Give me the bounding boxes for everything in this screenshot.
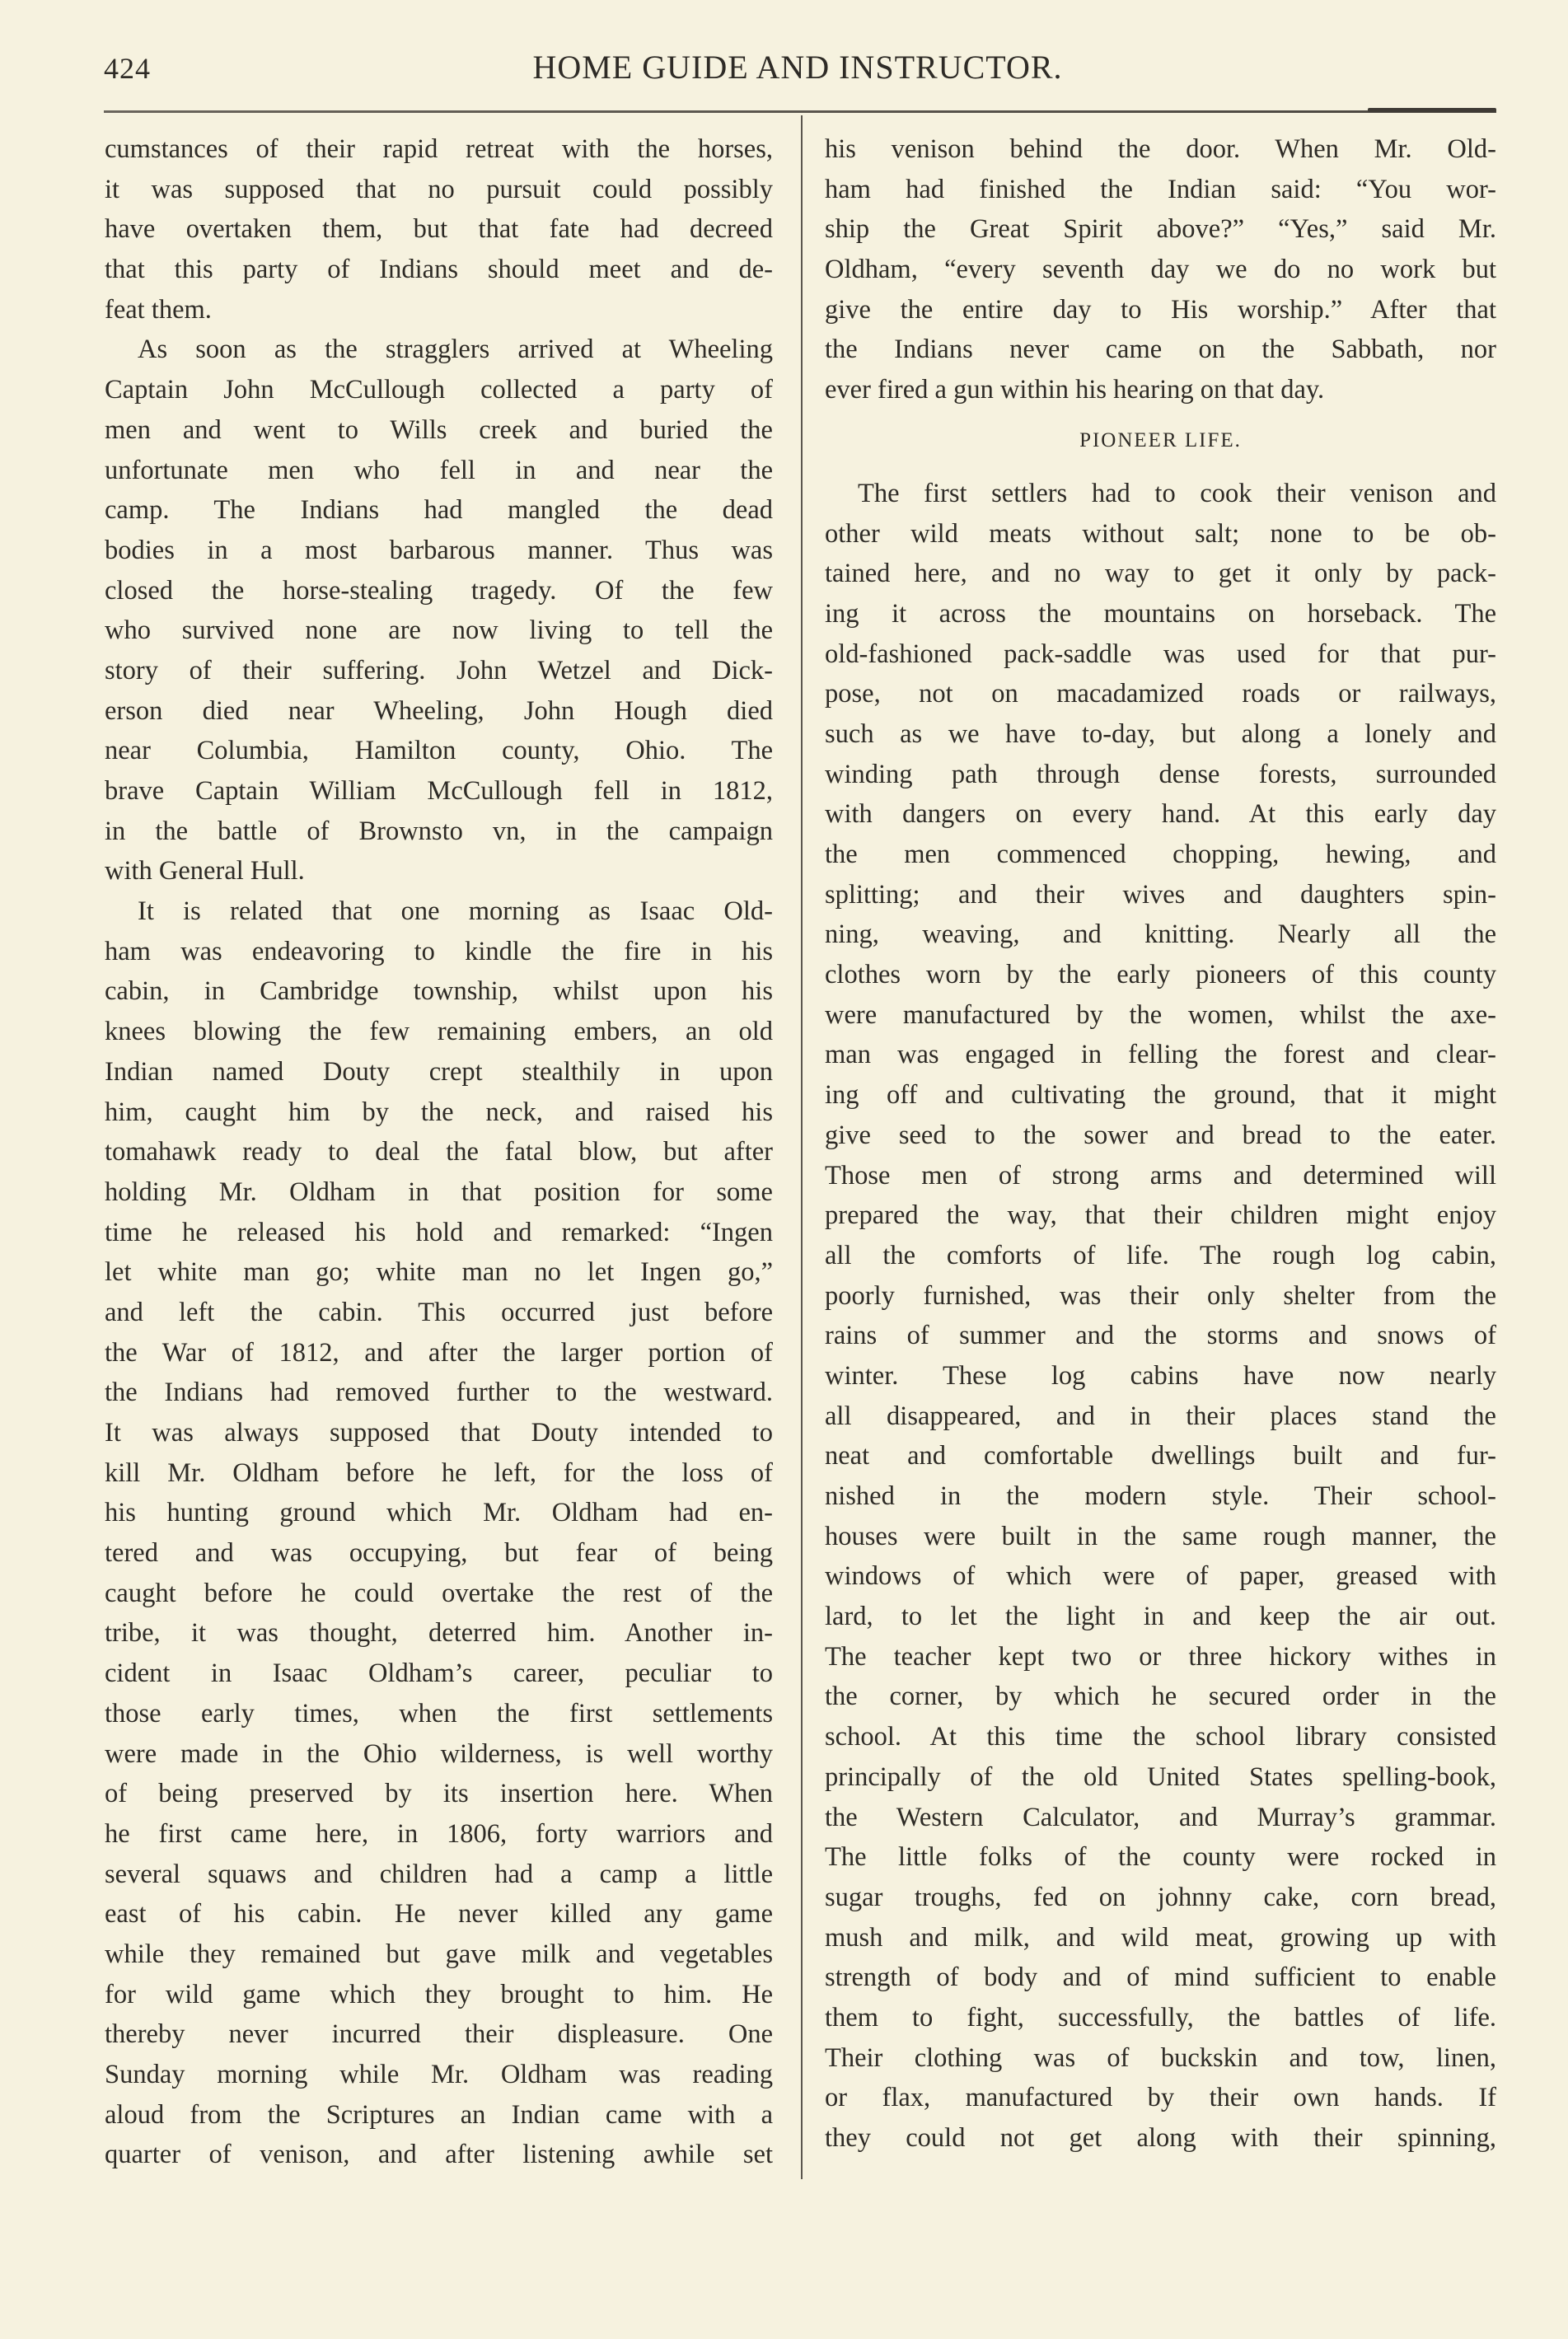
text-line: It is related that one morning as Isaac Old- [138,896,773,927]
text-line: other wild meats without salt; none to be ob- [825,518,1496,549]
text-line: cident in Isaac Oldham’s career, peculiar to [105,1658,773,1689]
text-line: splitting; and their wives and daughters spin- [825,879,1496,910]
text-line: ever fired a gun within his hearing on that day. [825,375,1325,405]
text-line: school. At this time the school library consisted [825,1722,1496,1752]
text-line: The teacher kept two or three hickory withes in [825,1641,1496,1672]
text-line: story of their suffering. John Wetzel and Dick- [105,655,773,685]
text-line: erson died near Wheeling, John Hough died [105,695,773,726]
text-line: The little folks of the county were rocked in [825,1842,1496,1873]
text-line: the Indians had removed further to the westward. [105,1378,773,1408]
header-rule-thick-end [1368,108,1496,112]
text-line: ham was endeavoring to kindle the fire in his [105,936,773,966]
text-line: and left the cabin. This occurred just before [105,1297,773,1327]
text-line: with General Hull. [105,856,305,886]
text-line: let white man go; white man no let Ingen go,” [105,1257,773,1288]
text-line: poorly furnished, was their only shelter from the [825,1280,1496,1311]
text-line: ning, weaving, and knitting. Nearly all the [825,919,1496,950]
text-line: he first came here, in 1806, forty warriors and [105,1818,773,1849]
text-line: ham had finished the Indian said: “You wor- [825,174,1496,204]
text-line: kill Mr. Oldham before he left, for the loss of [105,1457,773,1488]
text-line: the Western Calculator, and Murray’s grammar. [825,1802,1496,1832]
text-line: time he released his hold and remarked: “Ingen [105,1217,773,1247]
text-line: his hunting ground which Mr. Oldham had en- [105,1498,773,1528]
text-line: closed the horse-stealing tragedy. Of the few [105,575,773,606]
text-line: nished in the modern style. Their school- [825,1481,1496,1511]
text-line: men and went to Wills creek and buried the [105,414,773,445]
text-line: rains of summer and the storms and snows of [825,1321,1496,1351]
text-line: the Indians never came on the Sabbath, nor [825,334,1496,365]
text-line: the corner, by which he secured order in the [825,1682,1496,1712]
text-line: knees blowing the few remaining embers, an old [105,1017,773,1047]
text-line: holding Mr. Oldham in that position for some [105,1177,773,1207]
text-line: prepared the way, that their children might enjoy [825,1200,1496,1231]
section-body [825,474,1496,2159]
text-line: ing it across the mountains on horseback. The [825,598,1496,629]
text-line: while they remained but gave milk and vegetables [105,1939,773,1969]
right-column [825,129,1496,2159]
text-line: near Columbia, Hamilton county, Ohio. The [105,736,773,766]
text-line: neat and comfortable dwellings built and fur- [825,1441,1496,1471]
section-heading: PIONEER LIFE. [1079,428,1242,451]
text-line: winding path through dense forests, surrounded [825,759,1496,789]
text-line: the men commenced chopping, hewing, and [825,840,1496,869]
text-line: pose, not on macadamized roads or railways, [825,679,1496,709]
text-line: of being preserved by its insertion here. When [105,1779,773,1809]
text-line: ing off and cultivating the ground, that it might [825,1080,1496,1111]
text-line: clothes worn by the early pioneers of this county [825,960,1496,990]
text-line: Their clothing was of buckskin and tow, linen, [825,2042,1496,2073]
text-line: Sunday morning while Mr. Oldham was reading [105,2060,773,2089]
text-line: aloud from the Scriptures an Indian came with a [105,2099,773,2130]
text-line: for wild game which they brought to him. He [105,1979,773,2009]
text-line: caught before he could overtake the rest of the [105,1578,773,1608]
text-line: The first settlers had to cook their venison and [858,478,1496,508]
text-line: quarter of venison, and after listening awhile set [105,2140,773,2170]
text-line: bodies in a most barbarous manner. Thus was [105,535,773,565]
text-line: lard, to let the light in and keep the air out. [825,1602,1496,1632]
text-line: east of his cabin. He never killed any game [105,1899,773,1930]
text-line: all the comforts of life. The rough log cabin, [825,1240,1496,1270]
text-line: strength of body and of mind sufficient to enable [825,1962,1496,1993]
text-line: his venison behind the door. When Mr. Old- [825,134,1496,164]
text-line: cabin, in Cambridge township, whilst upon his [105,976,773,1007]
text-line: such as we have to-day, but along a lonely and [825,718,1496,749]
text-line: those early times, when the first settlements [105,1698,773,1729]
text-line: give seed to the sower and bread to the eater. [825,1120,1496,1150]
header-rule [104,110,1496,113]
text-line: have overtaken them, but that fate had decreed [105,214,773,245]
text-line: It was always supposed that Douty intended to [105,1418,773,1448]
text-line: principally of the old United States spelling-book, [825,1761,1496,1792]
text-line: tribe, it was thought, deterred him. Another in- [105,1618,773,1649]
text-line: that this party of Indians should meet and de- [105,255,773,285]
text-line: mush and milk, and wild meat, growing up with [825,1922,1496,1953]
text-line: all disappeared, and in their places stand the [825,1401,1496,1431]
text-line: give the entire day to His worship.” After that [825,294,1496,325]
text-line: winter. These log cabins have now nearly [825,1360,1496,1391]
text-line: who survived none are now living to tell the [105,615,773,646]
text-line: or flax, manufactured by their own hands. If [825,2083,1496,2113]
running-title: HOME GUIDE AND INSTRUCTOR. [532,49,1063,86]
text-line: him, caught him by the neck, and raised his [105,1097,773,1127]
text-line: cumstances of their rapid retreat with the horses, [105,134,773,164]
text-line: windows of which were of paper, greased with [825,1561,1496,1592]
text-line: camp. The Indians had mangled the dead [105,495,773,526]
text-line: houses were built in the same rough manner, the [825,1521,1496,1551]
text-line: ship the Great Spirit above?” “Yes,” said Mr. [825,214,1496,245]
text-line: they could not get along with their spinning, [825,2123,1496,2153]
text-line: sugar troughs, fed on johnny cake, corn bread, [825,1882,1496,1912]
text-line: tered and was occupying, but fear of being [105,1538,773,1569]
text-line: Those men of strong arms and determined will [825,1160,1496,1191]
page-number: 424 [104,52,151,85]
text-line: thereby never incurred their displeasure. One [105,2019,773,2050]
text-line: old-fashioned pack-saddle was used for that pur- [825,639,1496,669]
text-line: As soon as the stragglers arrived at Wheeling [138,334,773,365]
text-line: man was engaged in felling the forest and clear- [825,1040,1496,1070]
text-line: several squaws and children had a camp a little [105,1859,773,1889]
text-line: feat them. [105,294,212,325]
text-line: tained here, and no way to get it only by pack- [825,559,1496,589]
right-intro-text [825,129,1496,410]
text-line: brave Captain William McCullough fell in 1812, [105,776,773,806]
text-line: with dangers on every hand. At this early day [825,799,1496,830]
text-line: in the battle of Brownsto vn, in the campaign [105,816,773,846]
text-line: were manufactured by the women, whilst the axe- [825,999,1496,1030]
text-line: Oldham, “every seventh day we do no work but [825,255,1496,285]
text-line: Indian named Douty crept stealthily in upon [105,1056,773,1087]
text-line: the War of 1812, and after the larger portion of [105,1337,773,1368]
left-column [105,129,773,2175]
text-line: Captain John McCullough collected a party of [105,375,773,405]
text-line: tomahawk ready to deal the fatal blow, but after [105,1137,773,1167]
column-divider [801,115,803,2179]
text-line: them to fight, successfully, the battles of life. [825,2002,1496,2033]
text-line: unfortunate men who fell in and near the [105,455,773,485]
text-line: it was supposed that no pursuit could possibly [105,174,773,204]
text-line: were made in the Ohio wilderness, is well worthy [105,1738,773,1769]
